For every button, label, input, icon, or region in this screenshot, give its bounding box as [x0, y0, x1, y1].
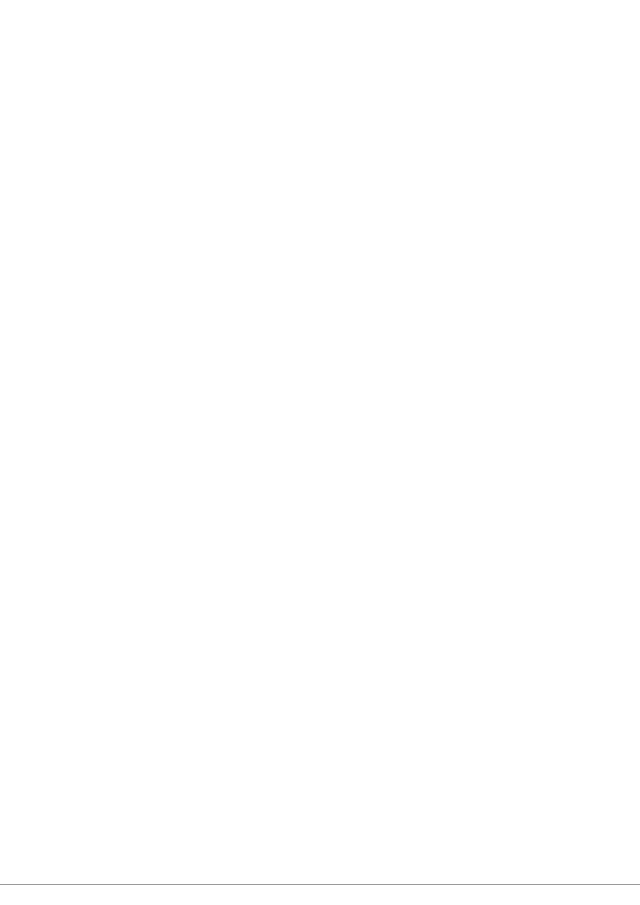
bottom-rule	[0, 884, 640, 885]
